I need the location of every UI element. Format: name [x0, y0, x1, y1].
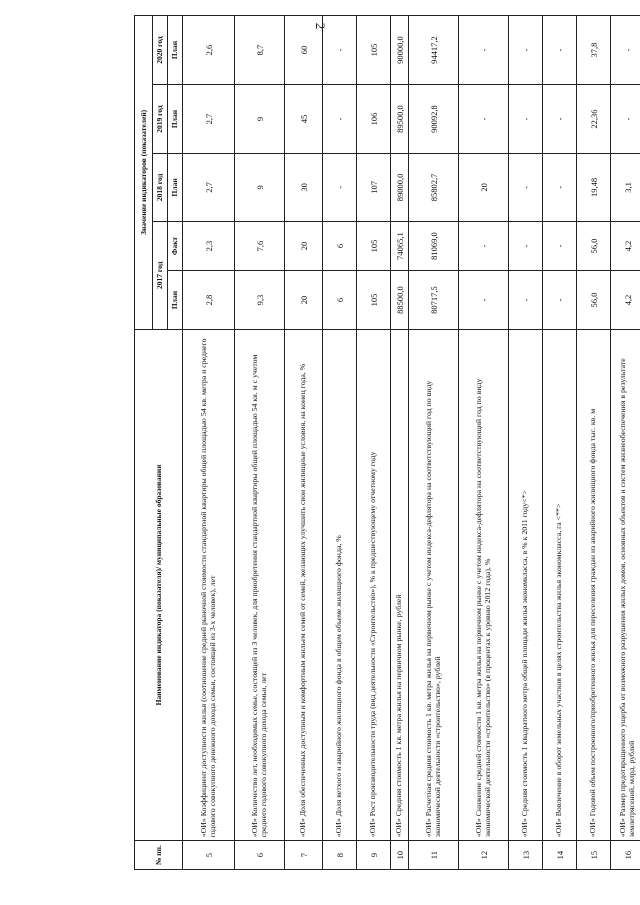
- value-2017-plan: 80717,5: [409, 271, 459, 330]
- indicator-name: «ОИ» Размер предотвращенного ущерба от возможного разрушения жилых домов, основных объектов и систем жизнеобеспечения в результате землетрясений, млрд. рублей: [611, 329, 640, 840]
- indicator-name: «ОИ» Годовой объем построенного/приобретенного жилья для переселения граждан из аварийного жилищного фонда тыс. кв. м: [577, 329, 611, 840]
- value-2018-plan: 9: [235, 153, 285, 221]
- row-number: 10: [391, 841, 409, 870]
- value-2017-plan: 6: [323, 271, 357, 330]
- value-2020-plan: 94417,2: [409, 16, 459, 85]
- page-number: 2: [313, 22, 328, 30]
- table-row: [235, 16, 285, 870]
- value-2019-plan: 2,7: [183, 85, 235, 154]
- value-2017-plan: 20: [285, 271, 323, 330]
- value-2017-fact: 105: [357, 221, 391, 270]
- header-2020-plan: План: [168, 16, 183, 85]
- value-2018-plan: 2,7: [183, 153, 235, 221]
- value-2019-plan: 89500,0: [391, 85, 409, 154]
- value-2017-fact: 56,0: [577, 221, 611, 270]
- value-2019-plan: -: [323, 85, 357, 154]
- table-row: [577, 16, 611, 870]
- header-num: № пп.: [135, 841, 183, 870]
- value-2020-plan: 8,7: [235, 16, 285, 85]
- row-number: 15: [577, 841, 611, 870]
- row-number: 9: [357, 841, 391, 870]
- table-header: [135, 16, 183, 870]
- value-2018-plan: -: [543, 153, 577, 221]
- header-2018-plan: План: [168, 153, 183, 221]
- value-2018-plan: 30: [285, 153, 323, 221]
- indicator-name: «ОИ» Вовлечение в оборот земельных участков в целях строительства жилья экономкласса, га <**>: [543, 329, 577, 840]
- indicator-name: «ОИ» Доля ветхого и аварийного жилищного фонда в общем объеме жилищного фонда, %: [323, 329, 357, 840]
- value-2019-plan: 9: [235, 85, 285, 154]
- value-2017-fact: 4,2: [611, 221, 640, 270]
- value-2019-plan: 90092,8: [409, 85, 459, 154]
- value-2017-fact: 20: [285, 221, 323, 270]
- value-2018-plan: -: [323, 153, 357, 221]
- table-row: [611, 16, 640, 870]
- value-2017-fact: 81069,0: [409, 221, 459, 270]
- value-2020-plan: 37,8: [577, 16, 611, 85]
- value-2017-plan: -: [543, 271, 577, 330]
- value-2020-plan: -: [543, 16, 577, 85]
- value-2017-plan: 4,2: [611, 271, 640, 330]
- value-2020-plan: -: [509, 16, 543, 85]
- value-2019-plan: 45: [285, 85, 323, 154]
- value-2017-plan: 56,0: [577, 271, 611, 330]
- header-2017-plan: План: [168, 271, 183, 330]
- table-row: [459, 16, 509, 870]
- indicator-name: «ОИ» Расчетная средняя стоимость 1 кв. метра жилья на первичном рынке с учетом индекса-дефлятора на соответствующий год по виду экономической деятельности «строительство», рублей: [409, 329, 459, 840]
- value-2020-plan: -: [611, 16, 640, 85]
- value-2017-plan: -: [459, 271, 509, 330]
- header-2019-plan: План: [168, 85, 183, 154]
- table-row: [543, 16, 577, 870]
- row-number: 14: [543, 841, 577, 870]
- row-number: 11: [409, 841, 459, 870]
- table-row: [285, 16, 323, 870]
- value-2018-plan: 85802,7: [409, 153, 459, 221]
- indicator-name: «ОИ» Средняя стоимость 1 кв. метра жилья на первичном рынке, рублей: [391, 329, 409, 840]
- row-number: 16: [611, 841, 640, 870]
- value-2019-plan: -: [543, 85, 577, 154]
- row-number: 5: [183, 841, 235, 870]
- table-row: [183, 16, 235, 870]
- value-2017-plan: -: [509, 271, 543, 330]
- value-2019-plan: -: [459, 85, 509, 154]
- value-2018-plan: 89000,0: [391, 153, 409, 221]
- value-2017-fact: 7,6: [235, 221, 285, 270]
- value-2017-fact: 74065,1: [391, 221, 409, 270]
- value-2020-plan: 90000,0: [391, 16, 409, 85]
- table-row: [509, 16, 543, 870]
- value-2020-plan: 60: [285, 16, 323, 85]
- value-2020-plan: 2,6: [183, 16, 235, 85]
- table-row: [323, 16, 357, 870]
- indicators-table: [134, 15, 640, 870]
- header-2017-fact: Факт: [168, 221, 183, 270]
- value-2017-fact: -: [509, 221, 543, 270]
- value-2017-fact: 6: [323, 221, 357, 270]
- header-values-group: Значение индикаторов (показателей): [135, 16, 153, 330]
- value-2017-plan: 105: [357, 271, 391, 330]
- header-year-2018: 2018 год: [153, 153, 168, 221]
- value-2017-plan: 2,8: [183, 271, 235, 330]
- indicator-name: «ОИ» Коэффициент доступности жилья (соотношение средней рыночной стоимости стандартной квартиры общей площадью 54 кв. метра и среднего годового совокупного денежного дохода семьи, состоящей из 3-х человек), лет: [183, 329, 235, 840]
- value-2018-plan: 107: [357, 153, 391, 221]
- value-2018-plan: 20: [459, 153, 509, 221]
- row-number: 8: [323, 841, 357, 870]
- value-2019-plan: -: [509, 85, 543, 154]
- row-number: 13: [509, 841, 543, 870]
- header-year-2017: 2017 год: [153, 221, 168, 329]
- value-2018-plan: 19,48: [577, 153, 611, 221]
- row-number: 6: [235, 841, 285, 870]
- value-2017-fact: 2,3: [183, 221, 235, 270]
- indicator-name: «ОИ» Доля обеспеченных доступным и комфортным жильем семей от семей, желающих улучшить свои жилищные условия, на конец года, %: [285, 329, 323, 840]
- value-2017-fact: -: [543, 221, 577, 270]
- table-row: [357, 16, 391, 870]
- table-row: [391, 16, 409, 870]
- indicator-name: «ОИ» Средняя стоимость 1 квадратного метра общей площади жилья экономкласса, в % к 2011 году<*>: [509, 329, 543, 840]
- value-2017-plan: 9,3: [235, 271, 285, 330]
- value-2018-plan: 3,1: [611, 153, 640, 221]
- value-2020-plan: -: [323, 16, 357, 85]
- value-2017-plan: 88500,0: [391, 271, 409, 330]
- header-name: Наименование индикатора (показателя)/ муниципальные образования: [135, 329, 183, 840]
- value-2020-plan: -: [459, 16, 509, 85]
- row-number: 7: [285, 841, 323, 870]
- value-2017-fact: -: [459, 221, 509, 270]
- value-2019-plan: 22,36: [577, 85, 611, 154]
- indicator-name: «ОИ» Снижение средней стоимости 1 кв. метра жилья на первичном рынке с учетом индекса-дефлятора на соответствующий год по виду экономической деятельности «строительство» (в процентах к уровню 2012 года), %: [459, 329, 509, 840]
- row-number: 12: [459, 841, 509, 870]
- value-2019-plan: 106: [357, 85, 391, 154]
- value-2020-plan: 105: [357, 16, 391, 85]
- header-year-2019: 2019 год: [153, 85, 168, 154]
- indicator-name: «ОИ» Рост производительности труда (вид деятельности «Строительство»), % к предшествующему отчетному году: [357, 329, 391, 840]
- indicator-name: «ОИ» Количество лет, необходимых семье, состоящей из 3 человек, для приобретения стандартной квартиры общей площадью 54 кв. м с учетом среднего годового совокупного дохода семьи, лет: [235, 329, 285, 840]
- value-2018-plan: -: [509, 153, 543, 221]
- table-row: [409, 16, 459, 870]
- value-2019-plan: -: [611, 85, 640, 154]
- header-year-2020: 2020 год: [153, 16, 168, 85]
- rotated-page-content: [134, 15, 634, 870]
